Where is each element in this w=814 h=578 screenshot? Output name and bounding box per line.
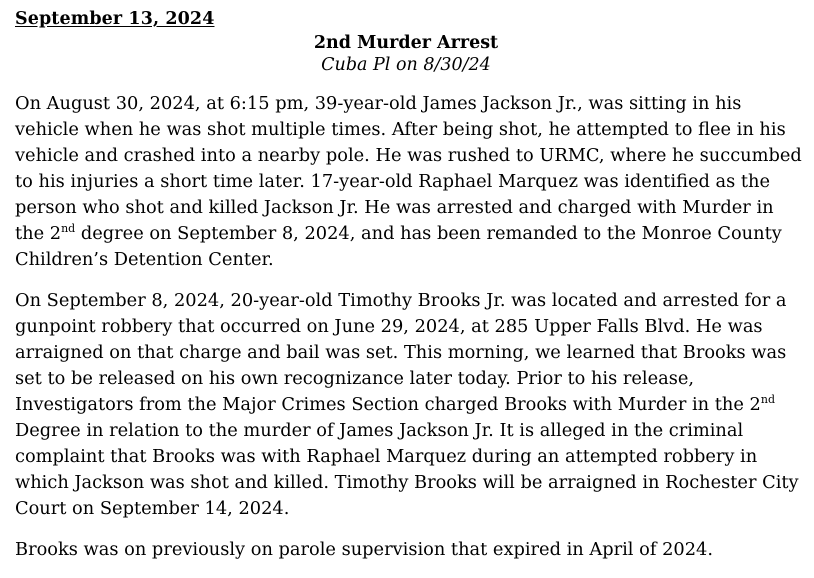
paragraph-2	[15, 288, 805, 522]
release-date: September 13, 2024	[15, 9, 215, 29]
press-release	[15, 8, 805, 563]
paragraph-2-text-b: Degree in relation to the murder of James Jackson Jr. It is alleged in the criminal complaint that Brooks was with Raphael Marquez during an attempted robbery in which Jackson was shot and killed. Timothy Brooks will be arraigned in Rochester City Court on September 14, 2024.	[15, 420, 799, 519]
ordinal-suffix: nd	[61, 222, 76, 236]
paragraph-1-text-a: On August 30, 2024, at 6:15 pm, 39-year-old James Jackson Jr., was sitting in his vehicle when he was shot multiple times. After being shot, he attempted to flee in his vehicle and crashed into a nearby pole. He was rushed to URMC, where he succumbed to his injuries a short time later. 17-year-old Raphael Marquez was identified as the person who shot and killed Jackson Jr. He was arrested and charged with Murder in the 2	[15, 93, 802, 244]
incident-location: Cuba Pl on 8/30/24	[321, 55, 491, 75]
headline: 2nd Murder Arrest	[313, 33, 499, 53]
ordinal-suffix: nd	[760, 393, 775, 407]
paragraph-2-text-a: On September 8, 2024, 20-year-old Timothy Brooks Jr. was located and arrested for a gunpoint robbery that occurred on June 29, 2024, at 285 Upper Falls Blvd. He was arraigned on that charge and bail was set. This morning, we learned that Brooks was set to be released on his own recognizance later today. Prior to his release, Investigators from the Major Crimes Section charged Brooks with Murder in the 2	[15, 290, 787, 415]
paragraph-1	[15, 91, 805, 273]
paragraph-3: Brooks was on previously on parole supervision that expired in April of 2024.	[15, 539, 713, 560]
paragraph-1-text-b: degree on September 8, 2024, and has been remanded to the Monroe County Children’s Detention Center.	[15, 223, 782, 270]
